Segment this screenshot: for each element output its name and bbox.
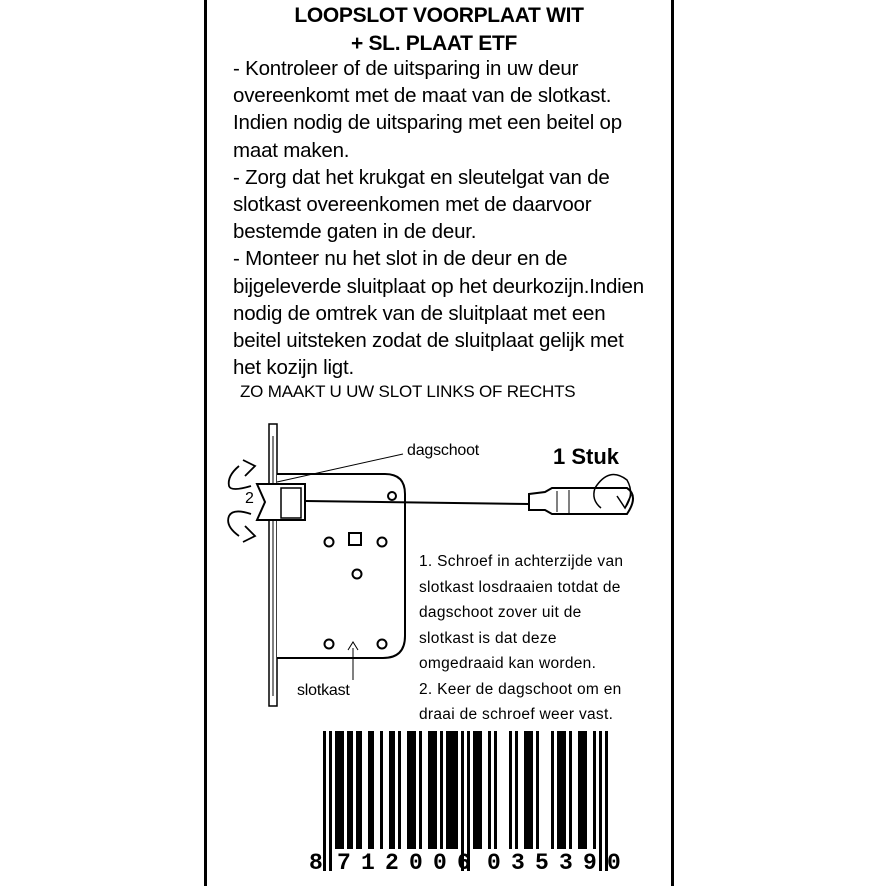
barcode-bar [398, 731, 401, 849]
barcode-bar [428, 731, 431, 849]
barcode-bar [599, 731, 602, 871]
step-line: draai de schroef weer vast. [419, 706, 614, 723]
barcode-bar [449, 731, 452, 849]
barcode-digit: 5 [535, 850, 549, 876]
barcode-bar [440, 731, 443, 849]
instruction-line: maat maken. [233, 138, 350, 162]
barcode-bar [515, 731, 518, 849]
barcode-bar [569, 731, 572, 849]
barcode-bar [350, 731, 353, 849]
barcode-bar [560, 731, 563, 849]
barcode-bar [419, 731, 422, 849]
barcode-digit: 8 [309, 850, 323, 876]
instruction-line: nodig de omtrek van de sluitplaat met een [233, 301, 606, 325]
barcode [207, 0, 677, 876]
barcode-bar [593, 731, 596, 849]
barcode-bar [584, 731, 587, 849]
barcode-bar [524, 731, 527, 849]
instruction-line: bijgeleverde sluitplaat op het deurkozijn.Indien [233, 274, 644, 298]
barcode-bar [551, 731, 554, 849]
step-line: slotkast is dat deze [419, 629, 557, 647]
barcode-digit: 0 [487, 850, 501, 876]
barcode-bar [335, 731, 338, 849]
barcode-bar [368, 731, 371, 849]
barcode-digit: 9 [583, 850, 597, 876]
barcode-digit: 2 [385, 850, 399, 876]
barcode-bar [380, 731, 383, 849]
barcode-bar [452, 731, 455, 849]
barcode-digit: 6 [457, 850, 471, 876]
step-line: omgedraaid kan worden. [419, 655, 597, 672]
title-line-1: LOOPSLOT VOORPLAAT WIT [294, 4, 584, 27]
diagram-number-label: 2 [245, 490, 254, 507]
instruction-line: Indien nodig de uitsparing met een beitel op [233, 111, 622, 135]
barcode-bar [329, 731, 332, 871]
barcode-bar [392, 731, 395, 849]
barcode-digit: 3 [559, 850, 573, 876]
barcode-bar [431, 731, 434, 849]
barcode-bar [359, 731, 362, 849]
barcode-bar [581, 731, 584, 849]
dagschoot-label: dagschoot [407, 442, 480, 459]
barcode-bar [338, 731, 341, 849]
instruction-line: beitel uitsteken zodat de sluitplaat gelijk met [233, 329, 624, 353]
subheading: ZO MAAKT U UW SLOT LINKS OF RECHTS [240, 382, 576, 401]
barcode-bar [476, 731, 479, 849]
barcode-bar [479, 731, 482, 849]
instruction-line: - Zorg dat het krukgat en sleutelgat van de [233, 165, 610, 189]
barcode-digit: 0 [607, 850, 621, 876]
title-line-2: + SL. PLAAT ETF [350, 32, 518, 55]
barcode-bar [434, 731, 437, 849]
barcode-bar [413, 731, 416, 849]
barcode-bar [410, 731, 413, 849]
barcode-digit: 1 [361, 850, 375, 876]
barcode-digit: 0 [409, 850, 423, 876]
instruction-line: - Kontroleer of de uitsparing in uw deur [233, 57, 579, 80]
slotkast-label: slotkast [297, 682, 350, 699]
step-line: 1. Schroef in achterzijde van [419, 553, 624, 570]
barcode-bar [494, 731, 497, 849]
barcode-bar [557, 731, 560, 849]
barcode-bar [323, 731, 326, 871]
barcode-bar [389, 731, 392, 849]
quantity-label: 1 Stuk [553, 444, 620, 469]
barcode-bar [473, 731, 476, 849]
step-line: slotkast losdraaien totdat de [419, 578, 621, 596]
instruction-line: slotkast overeenkomen met de daarvoor [233, 193, 592, 217]
barcode-digit: 7 [337, 850, 351, 876]
barcode-digit: 3 [511, 850, 525, 876]
barcode-bar [356, 731, 359, 849]
step-line: 2. Keer de dagschoot om en [419, 680, 622, 698]
barcode-bar [455, 731, 458, 849]
barcode-bar [536, 731, 539, 849]
barcode-bar [578, 731, 581, 849]
instruction-line: het kozijn ligt. [233, 356, 355, 380]
product-label [204, 0, 674, 886]
barcode-bar [488, 731, 491, 849]
barcode-bar [509, 731, 512, 849]
step-line: dagschoot zover uit de [419, 604, 582, 621]
barcode-bar [530, 731, 533, 849]
instruction-line: bestemde gaten in de deur. [233, 220, 477, 244]
instruction-line: overeenkomt met de maat van de slotkast. [233, 84, 612, 108]
instruction-line: - Monteer nu het slot in de deur en de [233, 247, 568, 271]
barcode-digit: 0 [433, 850, 447, 876]
barcode-bar [563, 731, 566, 849]
barcode-bar [527, 731, 530, 849]
barcode-bar [347, 731, 350, 849]
barcode-bar [407, 731, 410, 849]
barcode-bar [371, 731, 374, 849]
barcode-bar [446, 731, 449, 849]
barcode-bar [341, 731, 344, 849]
